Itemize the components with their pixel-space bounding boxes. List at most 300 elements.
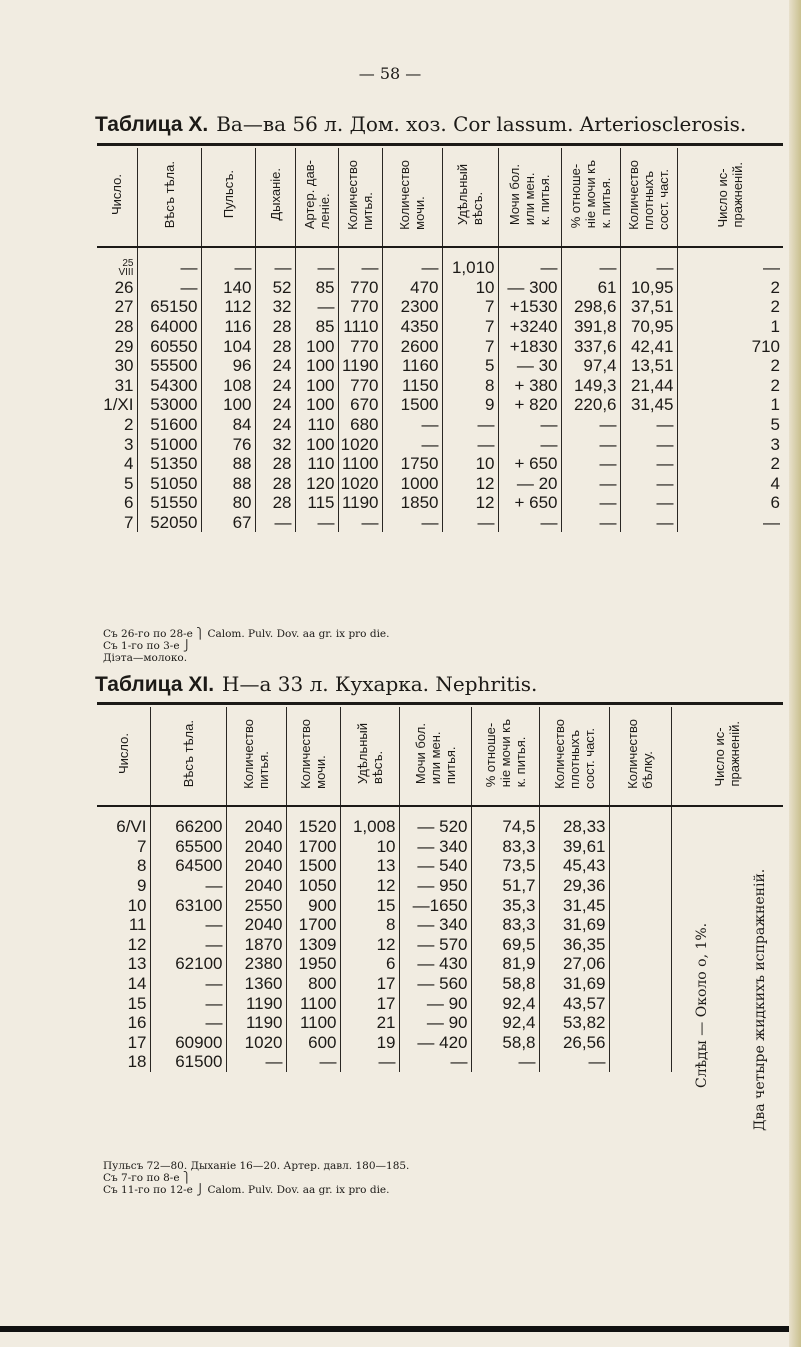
table-cell: 45,43: [539, 856, 609, 876]
table-cell: 710: [677, 336, 783, 356]
table-cell: 1190: [226, 993, 286, 1013]
column-header-text: Вѣсъ тѣла.: [161, 160, 177, 229]
table-cell: 11: [128, 915, 147, 935]
table-cell: 32: [255, 297, 295, 317]
separator-cell: [150, 806, 226, 817]
table-cell: 10,95: [620, 278, 677, 298]
table-cell: 35,3: [471, 895, 539, 915]
table-cell: 92,4: [471, 1013, 539, 1033]
column-header: [609, 707, 671, 806]
table-cell: 81,9: [471, 954, 539, 974]
table-row: [97, 434, 783, 454]
table-cell: 10: [442, 454, 498, 474]
table-cell: 28: [255, 474, 295, 494]
separator-cell: [498, 247, 561, 258]
table-cell: —: [382, 415, 442, 435]
table-cell: 67: [201, 513, 255, 533]
table-cell: 73,5: [471, 856, 539, 876]
table-cell: 29,36: [539, 876, 609, 896]
column-header: [97, 148, 137, 247]
table-cell: 3: [677, 434, 783, 454]
table-cell: —: [561, 434, 620, 454]
table-cell: 115: [295, 493, 338, 513]
table-cell: 12: [442, 474, 498, 494]
table-cell: 680: [338, 415, 382, 435]
table-cell: 900: [286, 895, 340, 915]
table-cell: — 300: [498, 278, 561, 298]
table-10: [97, 148, 783, 532]
table-cell: [609, 895, 671, 915]
separator-cell: [399, 806, 471, 817]
table-10-footnote-line: Дiэта—молоко.: [103, 652, 188, 664]
table-cell: 1190: [226, 1013, 286, 1033]
separator-cell: [97, 247, 137, 258]
table-row: [97, 837, 783, 857]
table-cell: —: [442, 415, 498, 435]
table-cell: —: [150, 876, 226, 896]
table-cell: 2: [677, 356, 783, 376]
table-cell: 88: [201, 454, 255, 474]
table-row: [97, 297, 783, 317]
table-cell: 1100: [338, 454, 382, 474]
table-11-footnote-line: Съ 11-го по 12-е ⎭ Calom. Pulv. Dov. aa gr. ix pro die.: [103, 1184, 390, 1196]
table-10-title: [95, 112, 746, 137]
table-cell: 14: [127, 974, 147, 994]
table-cell: —: [382, 258, 442, 278]
separator-cell: [286, 806, 340, 817]
table-cell: —: [620, 454, 677, 474]
column-header: [137, 148, 201, 247]
table-cell: 55500: [137, 356, 201, 376]
table-cell: 10: [442, 278, 498, 298]
table-cell: 4: [677, 474, 783, 494]
table-cell: 84: [201, 415, 255, 435]
table-cell: 51050: [137, 474, 201, 494]
table-10-caption: Ва—ва 56 л. Дом. хоз. Cor lassum. Arteriosclerosis.: [216, 112, 747, 136]
table-cell: 21: [340, 1013, 399, 1033]
column-header: [539, 707, 609, 806]
table-cell: —: [255, 258, 295, 278]
separator-cell: [97, 806, 150, 817]
table-cell: 24: [255, 395, 295, 415]
table-cell: 2: [677, 278, 783, 298]
table-cell: [671, 817, 783, 837]
table-cell: 5: [124, 473, 134, 493]
table-cell: 24: [255, 415, 295, 435]
table-cell: —: [340, 1052, 399, 1072]
table-cell: —: [561, 454, 620, 474]
table-cell: —: [382, 513, 442, 533]
table-cell: 17: [127, 1032, 147, 1052]
table-cell: 28,33: [539, 817, 609, 837]
table-cell: 8: [137, 856, 147, 876]
table-cell: 670: [338, 395, 382, 415]
separator-cell: [255, 247, 295, 258]
table-cell: 4350: [382, 317, 442, 337]
table-cell: 28: [255, 336, 295, 356]
table-cell: + 650: [498, 454, 561, 474]
table-cell: —: [620, 434, 677, 454]
table-cell: —1650: [399, 895, 471, 915]
table-cell: —: [295, 513, 338, 533]
table-cell: —: [620, 493, 677, 513]
table-cell: 42,41: [620, 336, 677, 356]
table-cell: [609, 935, 671, 955]
table-cell: 1020: [338, 434, 382, 454]
table-cell: 52: [255, 278, 295, 298]
column-header: [471, 707, 539, 806]
table-cell: 1110: [338, 317, 382, 337]
table-cell: 1520: [286, 817, 340, 837]
table-11-footnote-line: Пульсъ 72—80. Дыханiе 16—20. Артер. давл. 180—185.: [103, 1160, 410, 1172]
table-cell: —: [150, 935, 226, 955]
table-cell: 9: [137, 876, 147, 896]
table-cell: —: [150, 993, 226, 1013]
table-cell: + 380: [498, 376, 561, 396]
table-cell: [609, 817, 671, 837]
table-cell: [609, 974, 671, 994]
table-cell: —: [561, 493, 620, 513]
table-cell: —: [382, 434, 442, 454]
table-cell: 24: [255, 376, 295, 396]
table-cell: 1500: [382, 395, 442, 415]
table-cell: 69,5: [471, 935, 539, 955]
table-cell: 19: [340, 1033, 399, 1053]
table-row: [97, 376, 783, 396]
table-cell: 12: [442, 493, 498, 513]
table-row: [97, 513, 783, 533]
table-cell: 800: [286, 974, 340, 994]
table-cell: —: [338, 258, 382, 278]
table-cell: [609, 1052, 671, 1072]
table-cell: 7: [442, 317, 498, 337]
table-cell: 85: [295, 317, 338, 337]
table-cell: 100: [295, 356, 338, 376]
table-row: [97, 856, 783, 876]
separator-cell: [338, 247, 382, 258]
table-cell: —: [442, 513, 498, 533]
table-11: [97, 707, 783, 1072]
separator-cell: [539, 806, 609, 817]
separator-cell: [442, 247, 498, 258]
table-cell: 1700: [286, 837, 340, 857]
table-10-label: Таблица X.: [95, 113, 209, 136]
table-cell: 51000: [137, 434, 201, 454]
table-cell: 24: [255, 356, 295, 376]
table-10-footnote: [103, 628, 389, 664]
table-cell: —: [150, 974, 226, 994]
table-cell: —: [442, 434, 498, 454]
separator-cell: [295, 247, 338, 258]
table-cell: 1750: [382, 454, 442, 474]
table-cell: 100: [295, 434, 338, 454]
table-cell: 2: [677, 297, 783, 317]
table-cell: 54300: [137, 376, 201, 396]
table-cell: 100: [201, 395, 255, 415]
table-cell: —: [561, 415, 620, 435]
table-cell: 13: [340, 856, 399, 876]
table-cell: 3: [124, 434, 134, 454]
column-header: [338, 148, 382, 247]
table-cell: 31: [114, 375, 134, 395]
table-cell: 26,56: [539, 1033, 609, 1053]
table-cell: 2: [677, 376, 783, 396]
table-cell: 100: [295, 395, 338, 415]
table-cell: 391,8: [561, 317, 620, 337]
table-cell: 28: [255, 493, 295, 513]
table-cell: 61: [561, 278, 620, 298]
table-cell: [609, 837, 671, 857]
table-11-footnote: [103, 1160, 409, 1196]
table-cell: — 20: [498, 474, 561, 494]
table-cell: +1530: [498, 297, 561, 317]
table-cell: —: [286, 1052, 340, 1072]
column-header-text: Число ис- пражненiй.: [712, 720, 743, 787]
separator-cell: [137, 247, 201, 258]
table-cell: 1309: [286, 935, 340, 955]
table-cell: 7: [442, 336, 498, 356]
column-header-text: Количество мочи.: [397, 159, 427, 230]
column-header: [295, 148, 338, 247]
table-cell: 53,82: [539, 1013, 609, 1033]
table-cell: 31,69: [539, 915, 609, 935]
column-header: [671, 707, 783, 806]
table-cell: 16: [127, 1013, 147, 1033]
separator-cell: [382, 247, 442, 258]
table-cell: 60550: [137, 336, 201, 356]
table-cell: [609, 915, 671, 935]
table-cell: 470: [382, 278, 442, 298]
table-cell: 770: [338, 336, 382, 356]
table-11-stool-note: Два четыре жидкихъ испражненiй.: [752, 868, 768, 1132]
table-cell: 31,45: [539, 895, 609, 915]
table-cell: — 90: [399, 1013, 471, 1033]
table-row: [97, 278, 783, 298]
table-cell: — 90: [399, 993, 471, 1013]
table-cell: 2040: [226, 876, 286, 896]
table-cell: 31,69: [539, 974, 609, 994]
table-cell: 1870: [226, 935, 286, 955]
column-header-text: Удѣльный вѣсъ.: [354, 723, 385, 784]
table-11-top-rule: [97, 702, 783, 705]
table-cell: 8: [340, 915, 399, 935]
table-cell: 770: [338, 297, 382, 317]
table-cell: 6: [340, 954, 399, 974]
separator-cell: [677, 247, 783, 258]
table-cell: 2380: [226, 954, 286, 974]
table-cell: + 650: [498, 493, 561, 513]
column-header-text: Количество питья.: [345, 159, 375, 230]
table-cell: 1020: [226, 1033, 286, 1053]
column-header: [286, 707, 340, 806]
table-cell: 65500: [150, 837, 226, 857]
table-row: [97, 474, 783, 494]
table-cell: —: [620, 474, 677, 494]
table-cell: 64000: [137, 317, 201, 337]
column-header: [255, 148, 295, 247]
column-header-text: Удѣльный вѣсъ.: [455, 164, 485, 225]
table-cell: 30: [114, 356, 134, 376]
table-cell: —: [677, 513, 783, 533]
column-header: [382, 148, 442, 247]
table-cell: —: [137, 258, 201, 278]
table-cell: 31,45: [620, 395, 677, 415]
scan-right-edge: [789, 0, 801, 1347]
table-cell: 1: [677, 395, 783, 415]
column-header-text: Артер. дав- ленiе.: [301, 159, 332, 230]
table-cell: 5: [677, 415, 783, 435]
table-cell: [609, 1033, 671, 1053]
table-cell: —: [150, 915, 226, 935]
table-cell: 7: [124, 513, 134, 533]
table-cell: 13,51: [620, 356, 677, 376]
table-cell: —: [137, 278, 201, 298]
table-cell: 61500: [150, 1052, 226, 1072]
column-header-text: Мочи бол. или мен. к. питья.: [507, 163, 552, 226]
table-cell: 26: [114, 277, 134, 297]
table-row: [97, 974, 783, 994]
column-header: [340, 707, 399, 806]
table-cell: [671, 837, 783, 857]
table-cell: [609, 1013, 671, 1033]
column-header-text: Число.: [109, 174, 125, 215]
table-cell: 770: [338, 376, 382, 396]
table-cell: 63100: [150, 895, 226, 915]
table-row: [97, 454, 783, 474]
table-row: [97, 493, 783, 513]
table-row: [97, 317, 783, 337]
table-cell: 96: [201, 356, 255, 376]
scan-bottom-edge: [0, 1326, 801, 1332]
table-cell: 1100: [286, 1013, 340, 1033]
table-cell: 51550: [137, 493, 201, 513]
header-separator-row: [97, 806, 783, 817]
table-cell: 25 VIII: [118, 257, 134, 278]
table-cell: — 430: [399, 954, 471, 974]
table-cell: 1,008: [340, 817, 399, 837]
table-cell: 12: [127, 934, 147, 954]
column-header-text: Количество мочи.: [298, 718, 328, 789]
column-header-text: Число ис- пражненiй.: [715, 161, 746, 228]
column-header: [150, 707, 226, 806]
table-row: [97, 356, 783, 376]
table-cell: 76: [201, 434, 255, 454]
table-cell: 120: [295, 474, 338, 494]
table-cell: [609, 954, 671, 974]
table-cell: 36,35: [539, 935, 609, 955]
table-cell: 1,010: [442, 258, 498, 278]
table-cell: 51350: [137, 454, 201, 474]
table-cell: 110: [295, 415, 338, 435]
table-cell: 1100: [286, 993, 340, 1013]
column-header-text: Вѣсъ тѣла.: [180, 719, 196, 788]
column-header: [97, 707, 150, 806]
table-cell: 2040: [226, 837, 286, 857]
table-cell: 62100: [150, 954, 226, 974]
table-cell: 10: [127, 895, 147, 915]
table-cell: — 420: [399, 1033, 471, 1053]
separator-cell: [471, 806, 539, 817]
table-cell: — 30: [498, 356, 561, 376]
column-header-text: Количество плотныхъ сост. част.: [626, 159, 671, 230]
page-number: — 58 —: [358, 64, 422, 83]
table-cell: 66200: [150, 817, 226, 837]
table-cell: [609, 876, 671, 896]
table-cell: 70,95: [620, 317, 677, 337]
column-header-text: Мочи бол. или мен. питья.: [412, 722, 458, 785]
table-cell: —: [561, 258, 620, 278]
table-cell: —: [539, 1052, 609, 1072]
table-cell: — 520: [399, 817, 471, 837]
table-cell: 2600: [382, 336, 442, 356]
table-row: [97, 258, 783, 278]
table-cell: 58,8: [471, 1033, 539, 1053]
table-cell: 6: [677, 493, 783, 513]
table-10-footnote-line: Съ 26-го по 28-е ⎫ Calom. Pulv. Dov. aa gr. ix pro die.: [103, 628, 390, 640]
table-cell: 85: [295, 278, 338, 298]
table-10-top-rule: [97, 143, 783, 146]
table-cell: 15: [127, 993, 147, 1013]
table-cell: 1: [677, 317, 783, 337]
table-row: [97, 817, 783, 837]
table-cell: 12: [340, 935, 399, 955]
table-cell: 80: [201, 493, 255, 513]
table-cell: —: [471, 1052, 539, 1072]
separator-cell: [226, 806, 286, 817]
table-cell: 15: [340, 895, 399, 915]
table-cell: 8: [442, 376, 498, 396]
column-header: [201, 148, 255, 247]
table-cell: 12: [340, 876, 399, 896]
table-cell: [609, 993, 671, 1013]
column-header-text: Количество бѣлку.: [625, 718, 655, 789]
table-cell: 5: [442, 356, 498, 376]
table-cell: 58,8: [471, 974, 539, 994]
table-cell: 6: [124, 493, 134, 513]
table-cell: 1050: [286, 876, 340, 896]
table-cell: —: [620, 415, 677, 435]
table-cell: 1360: [226, 974, 286, 994]
table-cell: 37,51: [620, 297, 677, 317]
separator-cell: [340, 806, 399, 817]
table-row: [97, 935, 783, 955]
table-cell: 1850: [382, 493, 442, 513]
column-header: [226, 707, 286, 806]
table-row: [97, 954, 783, 974]
table-row: [97, 1052, 783, 1072]
table-cell: 2040: [226, 915, 286, 935]
table-11-footnote-line: Съ 7-го по 8-е ⎫: [103, 1172, 191, 1184]
table-cell: 298,6: [561, 297, 620, 317]
table-cell: 39,61: [539, 837, 609, 857]
table-cell: 100: [295, 376, 338, 396]
table-cell: 2040: [226, 817, 286, 837]
table-cell: —: [677, 258, 783, 278]
table-cell: 32: [255, 434, 295, 454]
column-header-text: % отноше- нiе мочи къ к. питья.: [482, 719, 528, 788]
table-cell: 43,57: [539, 993, 609, 1013]
table-cell: 1190: [338, 493, 382, 513]
table-cell: 13: [127, 954, 147, 974]
table-cell: 28: [255, 317, 295, 337]
table-cell: —: [338, 513, 382, 533]
table-cell: 21,44: [620, 376, 677, 396]
table-cell: 1020: [338, 474, 382, 494]
column-header-text: Пульсъ.: [220, 170, 236, 219]
table-cell: 51,7: [471, 876, 539, 896]
table-cell: 17: [340, 993, 399, 1013]
table-cell: 220,6: [561, 395, 620, 415]
